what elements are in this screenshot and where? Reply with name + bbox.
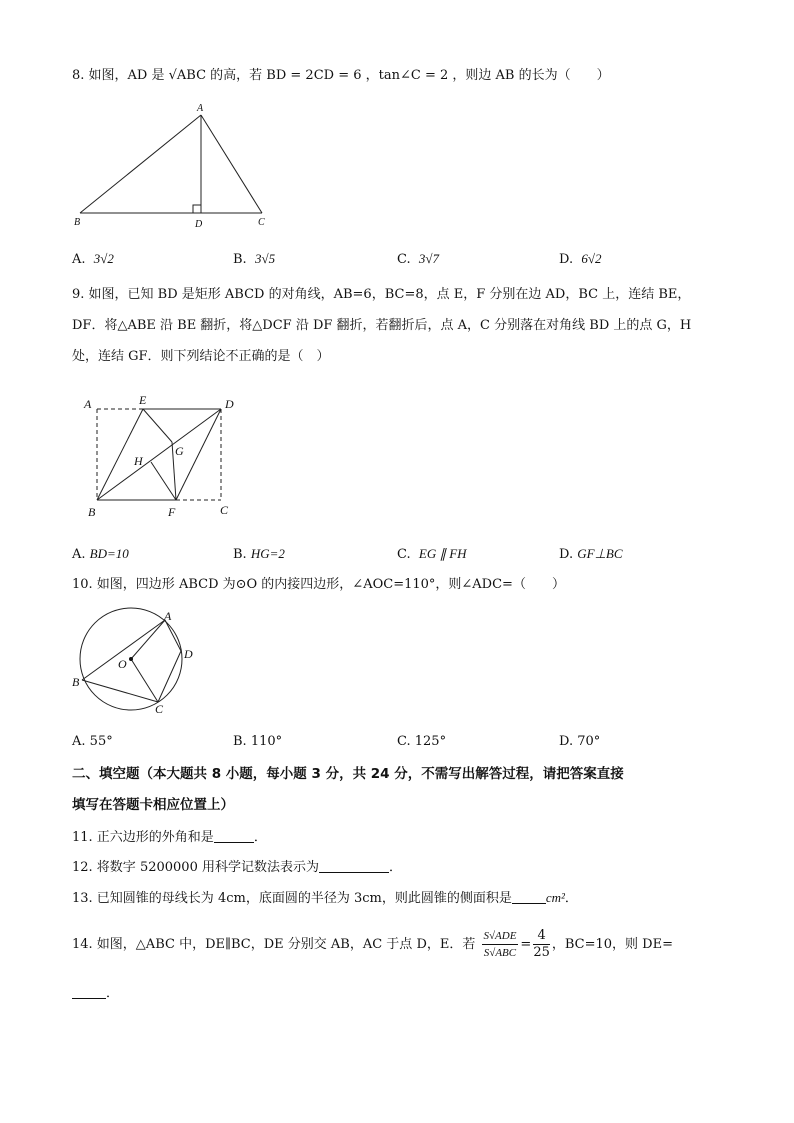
q11-stem: 11. 正六边形的外角和是 ． <box>72 830 267 845</box>
q8-label-C: C <box>258 217 265 228</box>
q9-label-H: H <box>134 454 143 468</box>
q9-label-B: B <box>88 505 96 519</box>
q9-stem-line3: 处，连结 GF．则下列结论不正确的是（ ） <box>72 349 330 364</box>
q9-stem-line1: 9. 如图，已知 BD 是矩形 ABCD 的对角线，AB=6，BC=8，点 E，F 分别在边 AD，BC 上，连结 BE， <box>72 287 691 302</box>
q8-choice-d[interactable]: D. 6√2 <box>559 251 602 267</box>
q9-label-A: A <box>84 397 92 411</box>
q9-label-G: G <box>175 444 184 458</box>
q8-figure <box>70 98 280 233</box>
q9-choice-d[interactable]: D. GF⊥BC <box>559 546 623 562</box>
q9-choice-a[interactable]: A. BD=10 <box>72 546 129 562</box>
q8-choice-b[interactable]: B. 3√5 <box>233 251 276 267</box>
q10-stem: 10. 如图，四边形 ABCD 为⊙O 的内接四边形，∠AOC=110°，则∠ADC=（ ） <box>72 577 565 592</box>
q14-value-fraction: $\frac{4}{25}$ <box>533 928 550 960</box>
q14-area-ratio-fraction: $\frac{\text{S√ADE}}{\text{S√ABC}}$ <box>483 930 517 959</box>
q8-choices <box>72 249 712 269</box>
q9-label-E: E <box>139 393 147 407</box>
q9-label-F: F <box>168 505 176 519</box>
q10-choice-b[interactable]: B. 110° <box>233 734 283 749</box>
q8-choice-c[interactable]: C. 3√7 <box>397 251 440 267</box>
q9-figure <box>80 392 245 522</box>
q12-stem: 12. 将数字 5200000 用科学记数法表示为 ． <box>72 860 402 875</box>
q8-label-D: D <box>195 219 203 230</box>
q14-answer-line: ． <box>72 984 119 1004</box>
q10-choice-d[interactable]: D. 70° <box>559 734 601 749</box>
q10-label-D: D <box>184 647 193 661</box>
q9-stem-line2: DF．将△ABE 沿 BE 翻折，将△DCF 沿 DF 翻折，若翻折后，点 A，C 分别落在对角线 BD 上的点 G，H <box>72 318 692 333</box>
q9-label-D: D <box>225 397 234 411</box>
q14-answer-blank[interactable] <box>72 984 106 999</box>
q14-stem: 14. 如图，△ABC 中，DE∥BC，DE 分别交 AB，AC 于点 D，E．若 $\frac{\text{S√ADE}}{\text{S√ABC}}$ = $\frac{4}{25}$ ，BC=10，则 DE= <box>72 928 673 960</box>
q10-label-O: O <box>118 657 127 671</box>
section2-heading-line2: 填写在答题卡相应位置上） <box>72 797 234 813</box>
q8-label-A: A <box>197 103 204 114</box>
q10-choices <box>72 732 712 752</box>
q10-choice-c[interactable]: C. 125° <box>397 734 447 749</box>
q8-label-B: B <box>74 217 81 228</box>
q10-label-B: B <box>72 675 80 689</box>
section2-heading-line1: 二、填空题（本大题共 8 小题，每小题 3 分，共 24 分，不需写出解答过程，请把答案直接 <box>72 766 624 782</box>
q13-stem: 13. 已知圆锥的母线长为 4cm，底面圆的半径为 3cm，则此圆锥的侧面积是 cm²． <box>72 890 578 906</box>
q10-label-A: A <box>164 609 172 623</box>
q9-label-C: C <box>220 503 229 517</box>
q8-choice-a[interactable]: A. 3√2 <box>72 251 114 267</box>
q8-stem: 8. 如图，AD 是 √ABC 的高，若 BD = 2CD = 6 ，tan∠C = 2 ，则边 AB 的长为（ ） <box>72 68 610 83</box>
q11-answer-blank[interactable] <box>214 828 254 843</box>
q9-choice-b[interactable]: B. HG=2 <box>233 546 285 562</box>
q10-choice-a[interactable]: A. 55° <box>72 734 113 749</box>
q9-choices <box>72 544 712 564</box>
q10-label-C: C <box>155 702 164 716</box>
q13-answer-blank[interactable] <box>512 889 546 904</box>
q10-figure <box>66 604 201 719</box>
q9-choice-c[interactable]: C. EG ∥ FH <box>397 546 467 562</box>
q12-answer-blank[interactable] <box>319 858 389 873</box>
